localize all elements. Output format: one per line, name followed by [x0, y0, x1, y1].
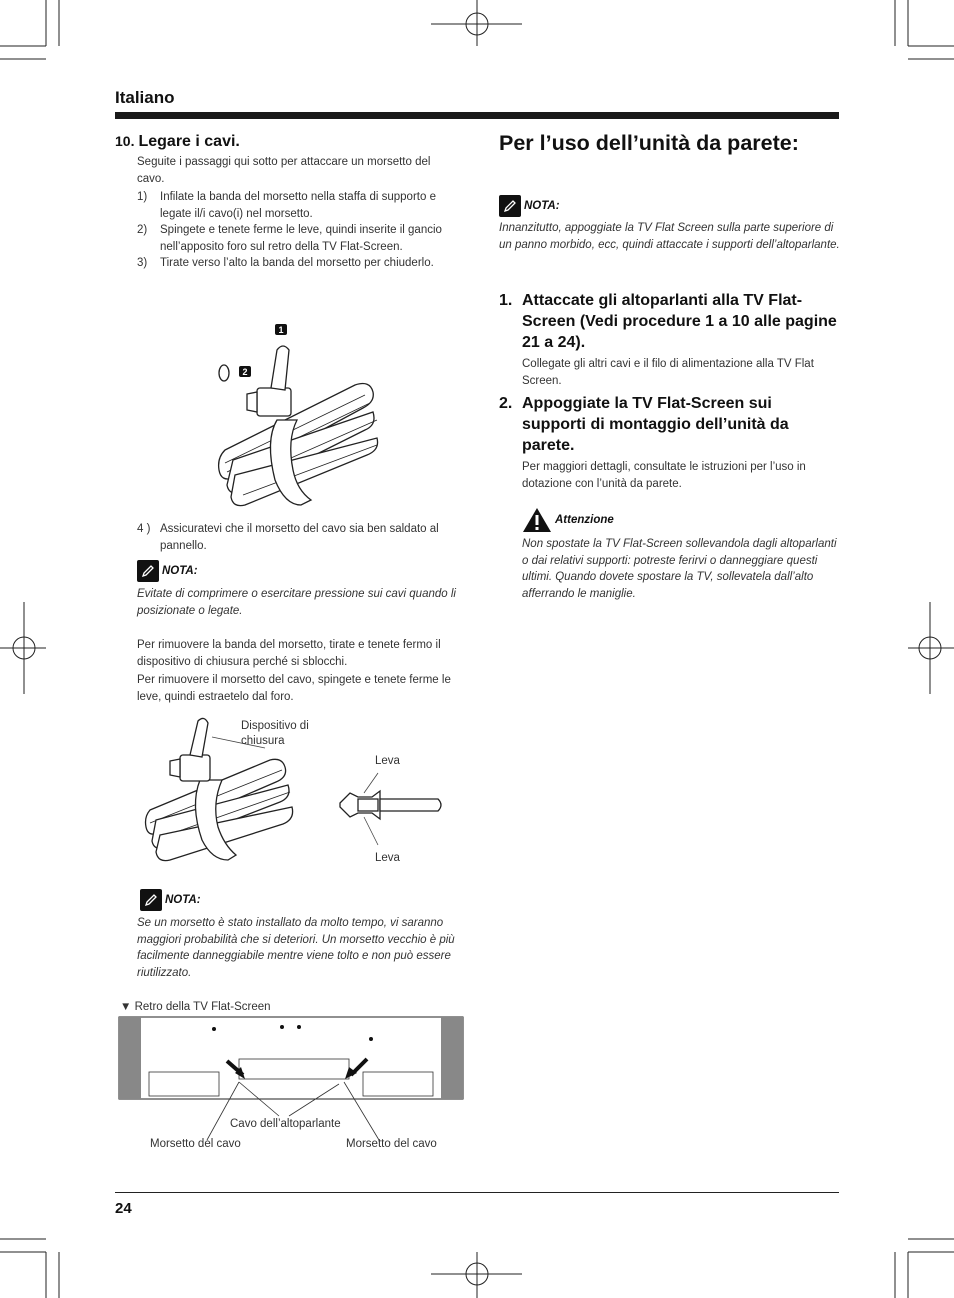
step2-title: Appoggiate la TV Flat-Screen sui supporti di montaggio dell’unità da parete. [522, 395, 789, 454]
nota1-label: NOTA: [162, 565, 198, 577]
steps-list [137, 189, 455, 272]
label-clamp-left: Morsetto del cavo [150, 1138, 241, 1150]
right-title: Per l’uso dell’unità da parete: [499, 131, 799, 155]
callout-lines [119, 1078, 463, 1118]
remove-band-text: Per rimuovere la banda del morsetto, tirate e tenete fermo il dispositivo di chiusura perché si sblocchi. [137, 639, 441, 668]
step-text: Spingete e tenete ferme le leve, quindi inserite il gancio nell’apposito foro sul retro della TV Flat-Screen. [160, 224, 442, 253]
pencil-note-icon [499, 195, 521, 217]
label-speaker-cable: Cavo dell’altoparlante [230, 1118, 341, 1130]
right-nota-label: NOTA: [524, 200, 560, 212]
step1 [499, 290, 839, 389]
step-num: 1) [137, 191, 148, 203]
step2-body: Per maggiori dettagli, consultate le istruzioni per l’uso in dotazione con l’unità da parete. [522, 461, 806, 490]
step2-num: 2. [499, 395, 513, 412]
section-title: Legare i cavi. [138, 133, 240, 150]
list-item [137, 255, 455, 272]
step1-body: Collegate gli altri cavi e il filo di alimentazione alla TV Flat Screen. [522, 358, 814, 387]
marker-two: 2 [242, 367, 248, 377]
list-item [137, 189, 455, 222]
step-num: 2) [137, 224, 148, 236]
label-lever-bottom: Leva [375, 852, 400, 864]
step4-num: 4 ) [137, 523, 151, 535]
step4-text: Assicuratevi che il morsetto del cavo sia ben saldato al pannello. [160, 523, 439, 552]
section-number: 10. [115, 133, 135, 149]
caution-label: Attenzione [555, 514, 614, 526]
footer-rule [115, 1192, 839, 1193]
nota2-text: Se un morsetto è stato installato da molto tempo, vi saranno maggiori probabilità che si deteriori. Un morsetto vecchio è più facilmente danneggiabile mentre viene tolto e non può essere riutilizzato. [137, 917, 455, 979]
nota1-header [137, 560, 198, 582]
pencil-note-icon [137, 560, 159, 582]
remove-clamp-text: Per rimuovere il morsetto del cavo, spingete e tenete ferme le leve, quindi estraetelo dal foro. [137, 674, 451, 703]
figure3-caption: ▼ Retro della TV Flat-Screen [120, 1001, 271, 1013]
intro-text: Seguite i passaggi qui sotto per attaccare un morsetto del cavo. [137, 156, 431, 185]
step-text: Infilate la banda del morsetto nella staffa di supporto e legate il/i cavo(i) nel morsetto. [160, 191, 436, 220]
nota1-text: Evitate di comprimere o esercitare pressione sui cavi quando li posizionate o legate. [137, 588, 456, 617]
header-rule [115, 112, 839, 119]
warning-icon [522, 507, 552, 533]
step2 [499, 393, 839, 492]
cable-clamp-illustration [205, 320, 405, 520]
caution-text: Non spostate la TV Flat-Screen sollevandola dagli altoparlanti o dai relativi supporti: potreste ferirvi o danneggiare questi ultimi. Quando dovete spostare la TV, sollevatela dall’alto afferrando le maniglie. [522, 538, 837, 600]
right-nota-text: Innanzitutto, appoggiate la TV Flat Screen sulla parte superiore di un panno morbido, ecc, quindi attaccate i supporti dell’altoparlante. [499, 222, 840, 251]
step-text: Tirate verso l’alto la banda del morsetto per chiuderlo. [160, 257, 434, 269]
step1-num: 1. [499, 292, 513, 309]
label-locking-device: Dispositivo di chiusura [241, 720, 309, 747]
nota2-label: NOTA: [165, 894, 201, 906]
list-item [137, 222, 455, 255]
pencil-note-icon [140, 889, 162, 911]
right-nota-header [499, 195, 560, 217]
nota2-header [140, 889, 201, 911]
language-header: Italiano [115, 88, 175, 107]
step1-title: Attaccate gli altoparlanti alla TV Flat-Screen (Vedi procedure 1 a 10 alle pagine 21 a 24). [522, 292, 837, 351]
marker-one: 1 [278, 325, 284, 335]
step-num: 3) [137, 257, 148, 269]
page-number: 24 [115, 1200, 132, 1217]
caution-header [522, 507, 614, 533]
label-clamp-right: Morsetto del cavo [346, 1138, 437, 1150]
section-heading [115, 133, 240, 151]
label-lever-top: Leva [375, 755, 400, 767]
step4 [137, 521, 457, 554]
